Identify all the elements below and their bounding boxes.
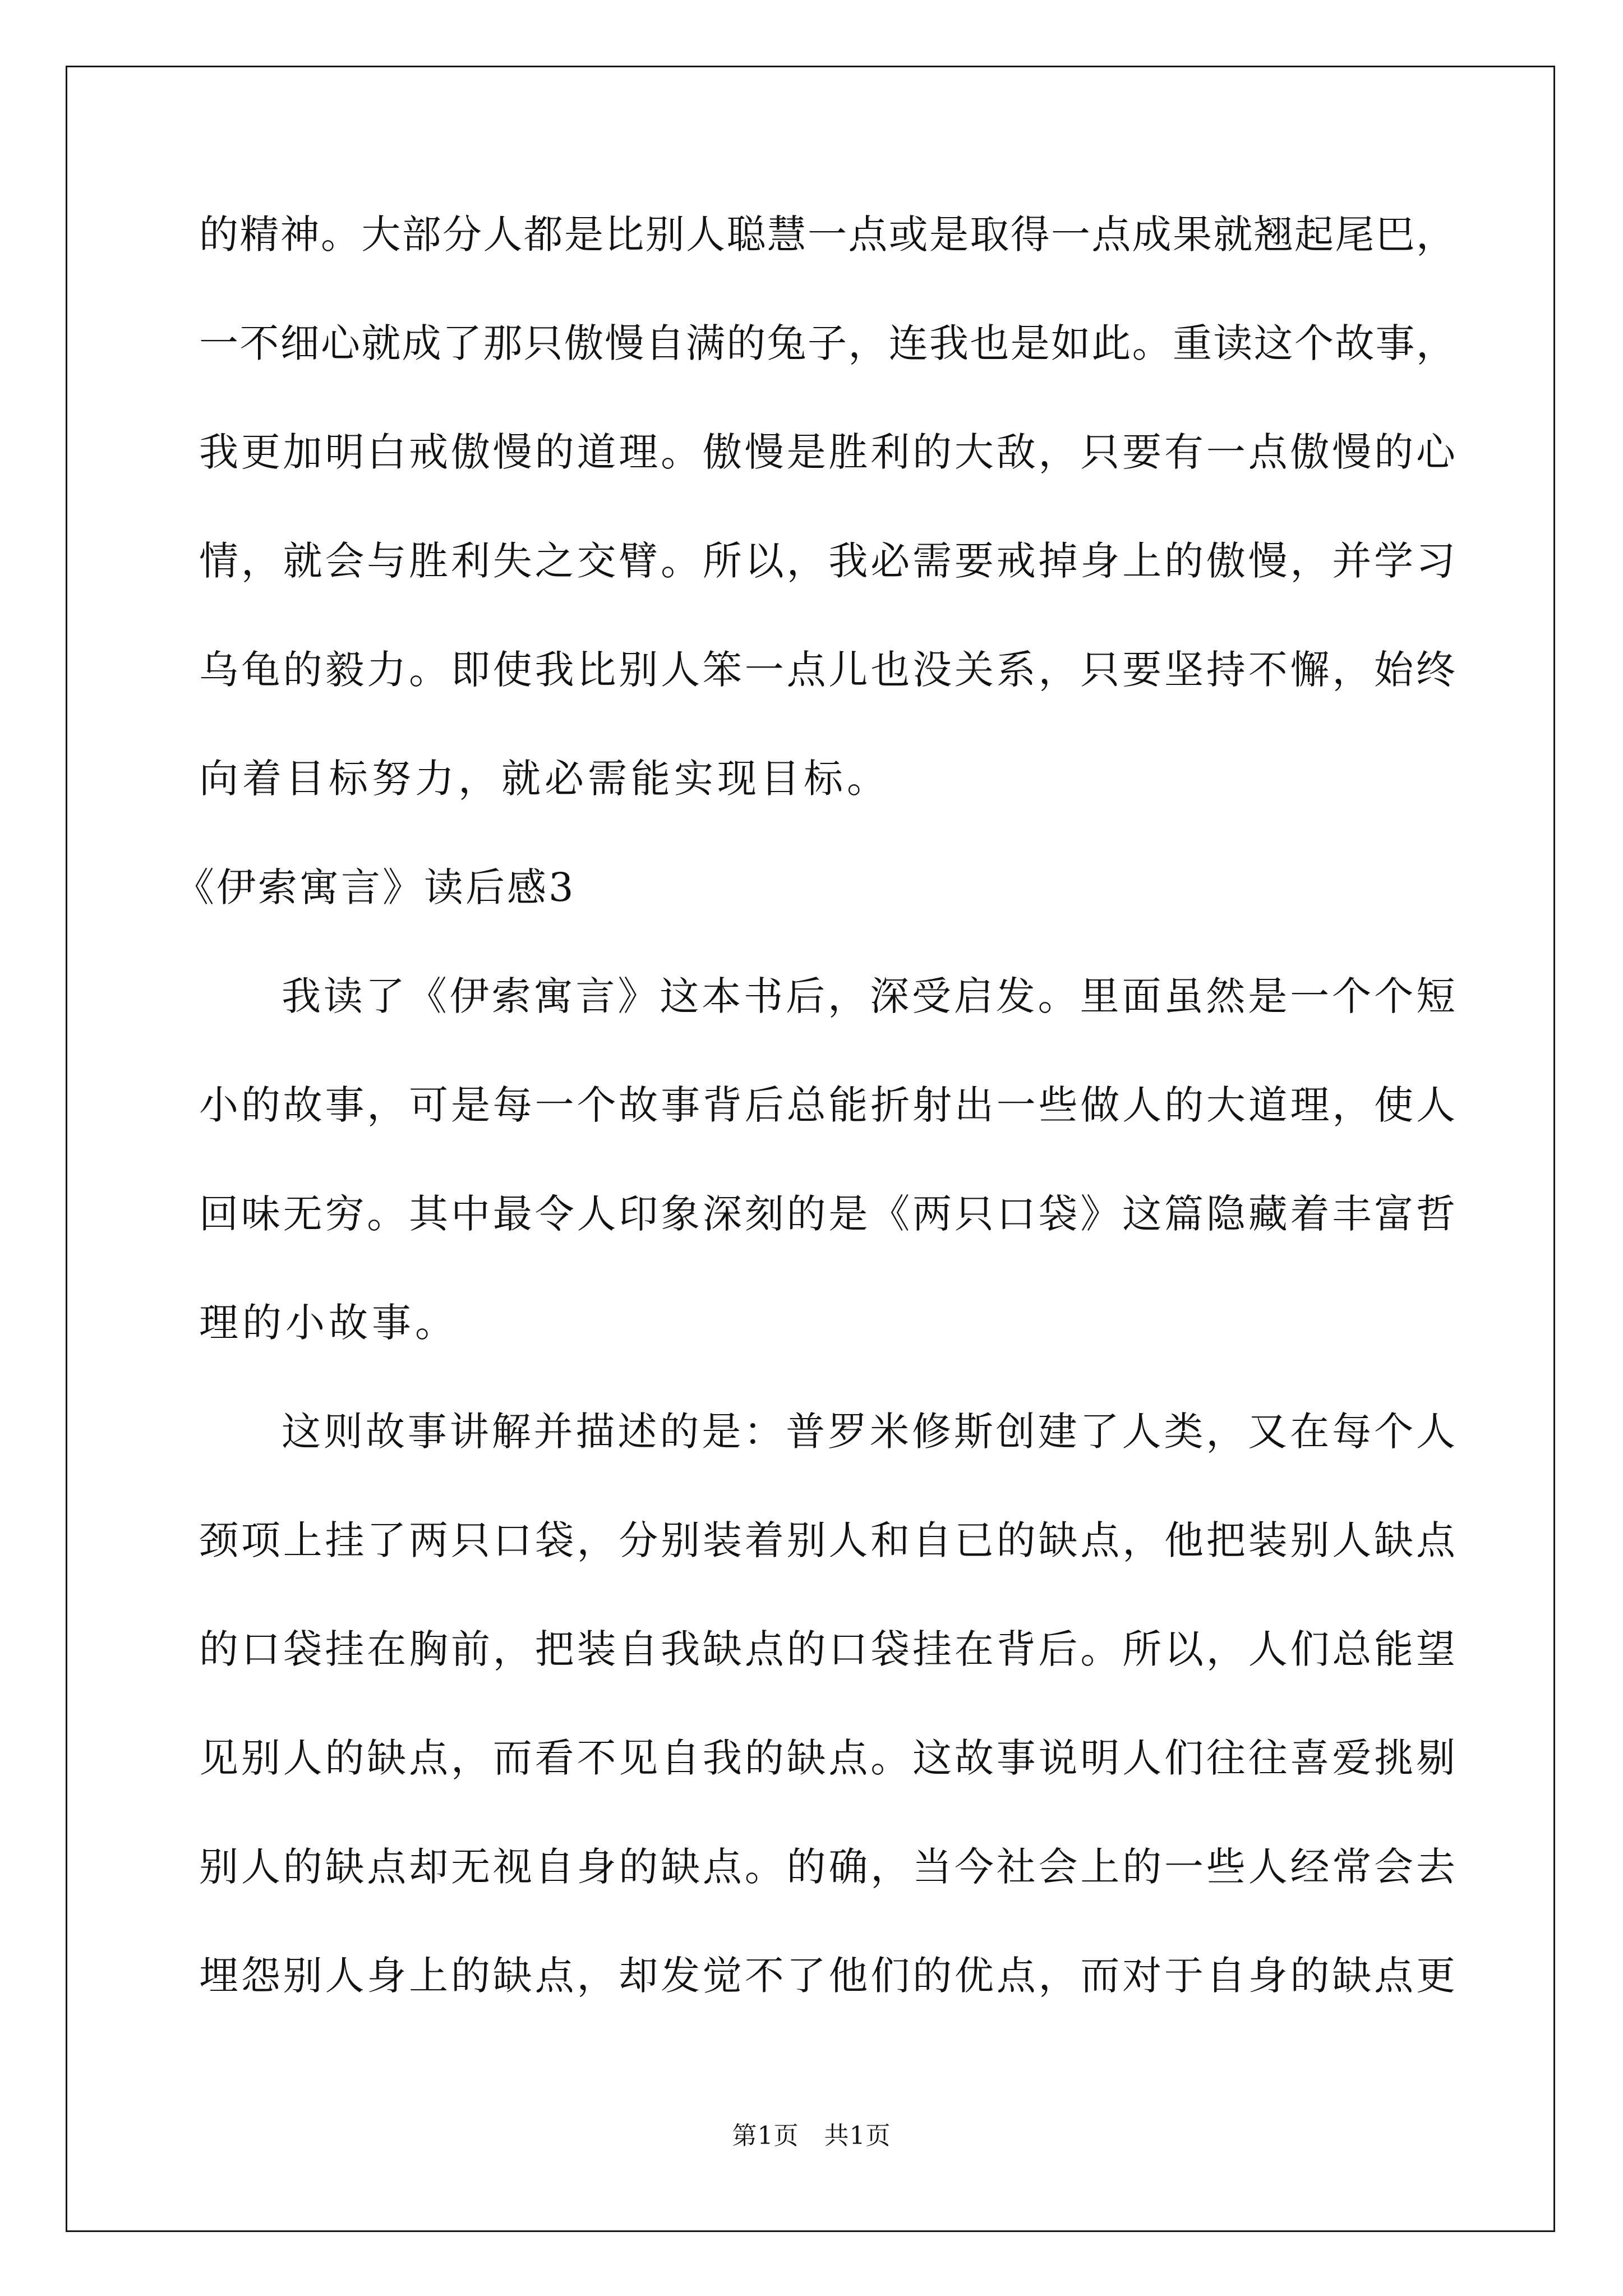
- paragraph-line: 的口袋挂在胸前，把装自我缺点的口袋挂在背后。所以，人们总能望: [199, 1626, 1455, 1672]
- paragraph-line: 别人的缺点却无视自身的缺点。的确，当今社会上的一些人经常会去: [199, 1844, 1455, 1890]
- text-line: 一不细心就成了那只傲慢自满的兔子，连我也是如此。重读这个故事，: [199, 320, 1455, 366]
- paragraph-line: 颈项上挂了两只口袋，分别装着别人和自已的缺点，他把装别人缺点: [199, 1517, 1455, 1563]
- text-line: 的精神。大部分人都是比别人聪慧一点或是取得一点成果就翘起尾巴，: [199, 211, 1455, 257]
- paragraph-line: 理的小故事。: [199, 1300, 458, 1346]
- text-line: 向着目标努力，就必需能实现目标。: [199, 756, 890, 802]
- paragraph-line: 我读了《伊索寓言》这本书后，深受启发。里面虽然是一个个短: [282, 973, 1455, 1019]
- text-line: 我更加明白戒傲慢的道理。傲慢是胜利的大敌，只要有一点傲慢的心: [199, 429, 1455, 475]
- text-line: 情，就会与胜利失之交臂。所以，我必需要戒掉身上的傲慢，并学习: [199, 538, 1455, 584]
- paragraph-line: 回味无穷。其中最令人印象深刻的是《两只口袋》这篇隐藏着丰富哲: [199, 1191, 1455, 1237]
- paragraph-line: 埋怨别人身上的缺点，却发觉不了他们的优点，而对于自身的缺点更: [199, 1953, 1455, 1999]
- text-line: 乌龟的毅力。即使我比别人笨一点儿也没关系，只要坚持不懈，始终: [199, 647, 1455, 693]
- paragraph-line: 小的故事，可是每一个故事背后总能折射出一些做人的大道理，使人: [199, 1082, 1455, 1128]
- paragraph-line: 见别人的缺点，而看不见自我的缺点。这故事说明人们往往喜爱挑剔: [199, 1735, 1455, 1781]
- page-number-footer: 第1页 共1页: [732, 2122, 891, 2150]
- section-heading: 《伊索寓言》读后感3: [175, 864, 576, 910]
- paragraph-line: 这则故事讲解并描述的是：普罗米修斯创建了人类，又在每个人: [282, 1409, 1455, 1455]
- page-border: [66, 66, 1555, 2232]
